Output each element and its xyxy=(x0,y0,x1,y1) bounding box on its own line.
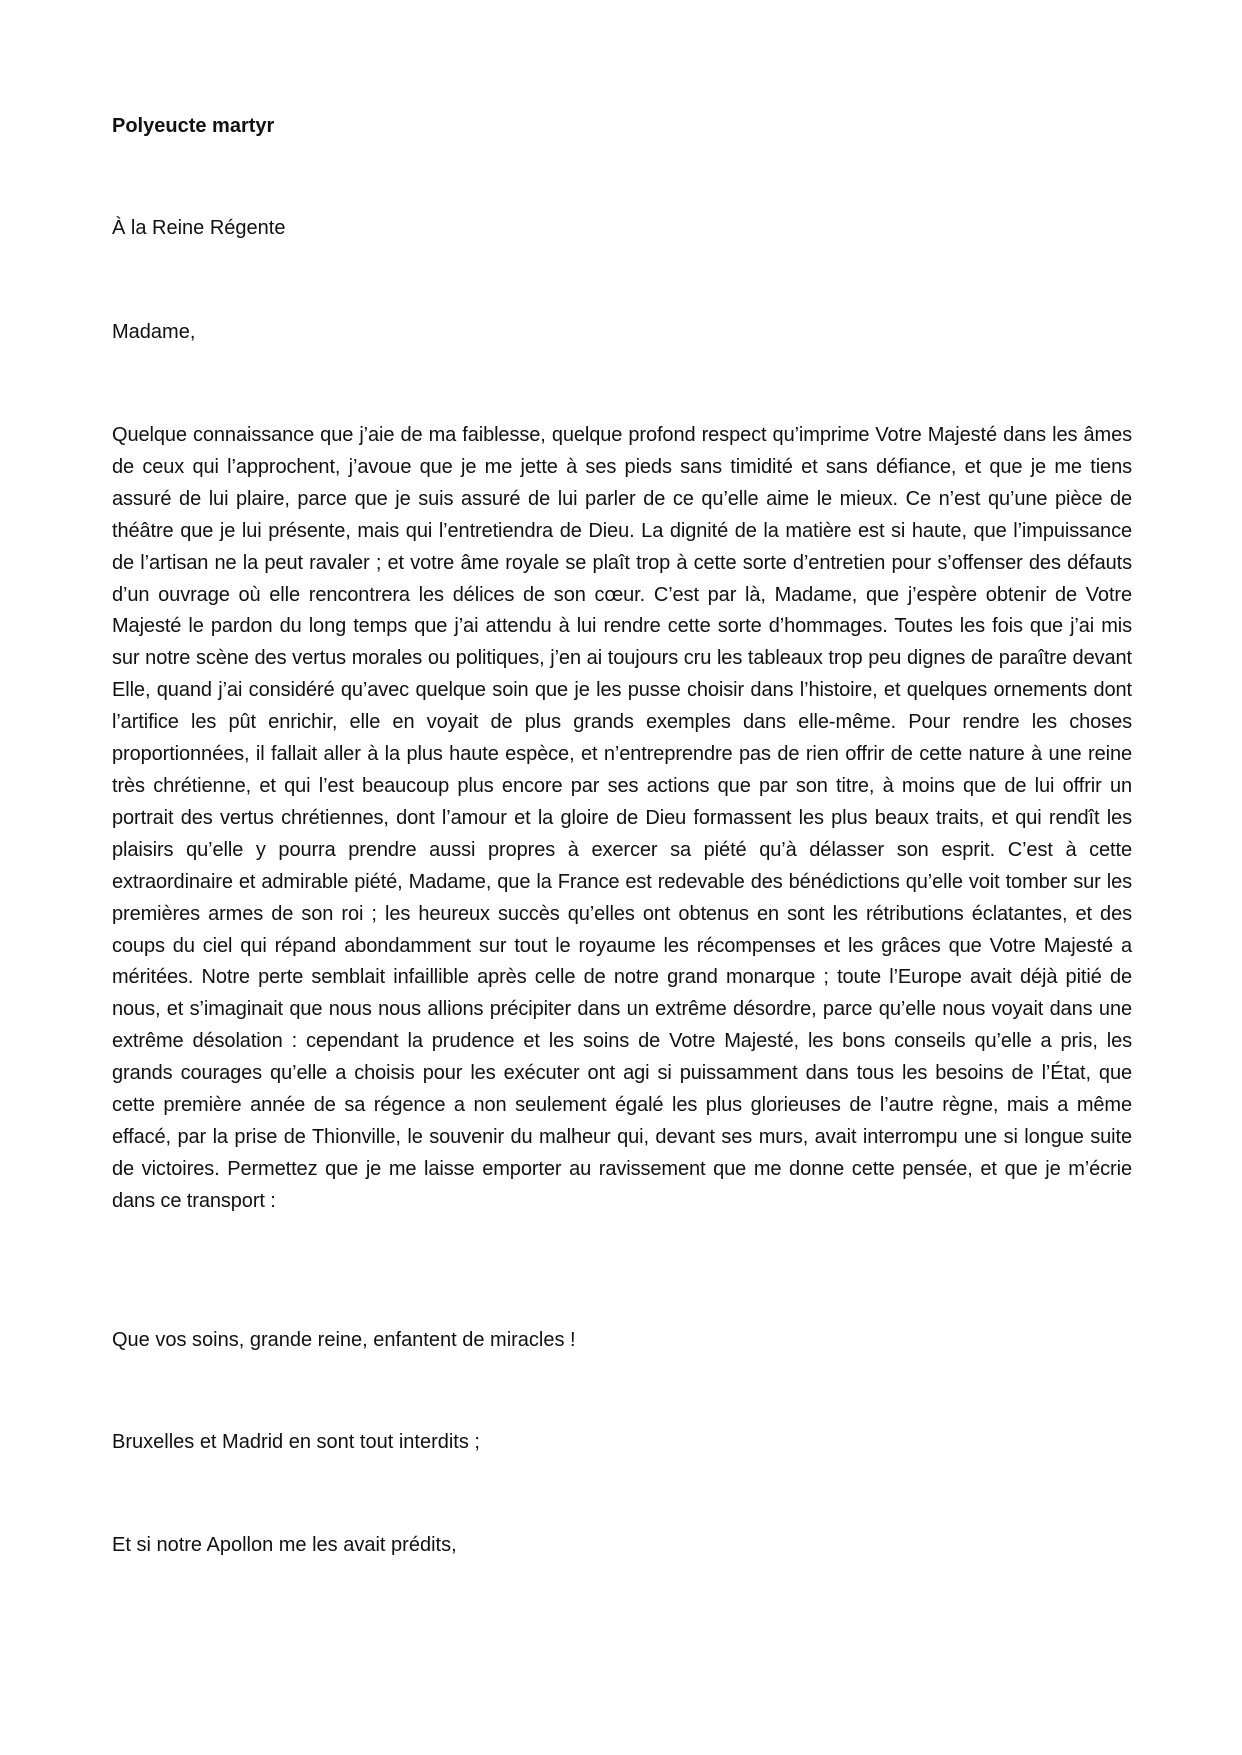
verse-line-2: Bruxelles et Madrid en sont tout interdits ; xyxy=(112,1431,480,1453)
letter-paragraph: Quelque connaissance que j’aie de ma faiblesse, quelque profond respect qu’imprime Votre Majesté dans les âmes de ceux qui l’approchent, j’avoue que je me jette à ses pieds sans timidité et sans défiance, et que je me tiens assuré de lui plaire, parce que je suis assuré de lui parler de ce qu’elle aime le mieux. Ce n’est qu’une pièce de théâtre que je lui présente, mais qui l’entretiendra de Dieu. La dignité de la matière est si haute, que l’impuissance de l’artisan ne la peut ravaler ; et votre âme royale se plaît trop à cette sorte d’entretien pour s’offenser des défauts d’un ouvrage où elle rencontrera les délices de son cœur. C’est par là, Madame, que j’espère obtenir de Votre Majesté le pardon du long temps que j’ai attendu à lui rendre cette sorte d’hommages. Toutes les fois que j’ai mis sur notre scène des vertus morales ou politiques, j’en ai toujours cru les tableaux trop peu dignes de paraître devant Elle, quand j’ai considéré qu’avec quelque soin que je les pusse choisir dans l’histoire, et quelques ornements dont l’artifice les pût enrichir, elle en voyait de plus grands exemples dans elle-même. Pour rendre les choses proportionnées, il fallait aller à la plus haute espèce, et n’entreprendre pas de rien offrir de cette nature à une reine très chrétienne, et qui l’est beaucoup plus encore par ses actions que par son titre, à moins que de lui offrir un portrait des vertus chrétiennes, dont l’amour et la gloire de Dieu formassent les plus beaux traits, et qui rendît les plaisirs qu’elle y pourra prendre aussi propres à exercer sa piété qu’à délasser son esprit. C’est à cette extraordinaire et admirable piété, Madame, que la France est redevable des bénédictions qu’elle voit tomber sur les premières armes de son roi ; les heureux succès qu’elles ont obtenus en sont les rétributions éclatantes, et des coups du ciel qui répand abondamment sur tout le royaume les récompenses et les grâces que Votre Majesté a méritées. Notre perte semblait infaillible après celle de notre grand monarque ; toute l’Europe avait déjà pitié de nous, et s’imaginait que nous nous allions précipiter dans un extrême désordre, parce qu’elle nous voyait dans une extrême désolation : cependant la prudence et les soins de Votre Majesté, les bons conseils qu’elle a pris, les grands courages qu’elle a choisis pour les exécuter ont agi si puissamment dans tous les besoins de l’État, que cette première année de sa régence a non seulement égalé les plus glorieuses de l’autre règne, mais a même effacé, par la prise de Thionville, le souvenir du malheur qui, devant ses murs, avait interrompu une si longue suite de victoires. Permettez que je me laisse emporter au ravissement que me donne cette pensée, et que je m’écrie dans ce transport : xyxy=(112,424,1132,1212)
verse-line-3: Et si notre Apollon me les avait prédits, xyxy=(112,1534,457,1556)
document-title: Polyeucte martyr xyxy=(112,115,275,137)
salutation-line: Madame, xyxy=(112,321,196,343)
verse-line-1: Que vos soins, grande reine, enfantent de miracles ! xyxy=(112,1329,576,1351)
dedication-line: À la Reine Régente xyxy=(112,217,286,239)
